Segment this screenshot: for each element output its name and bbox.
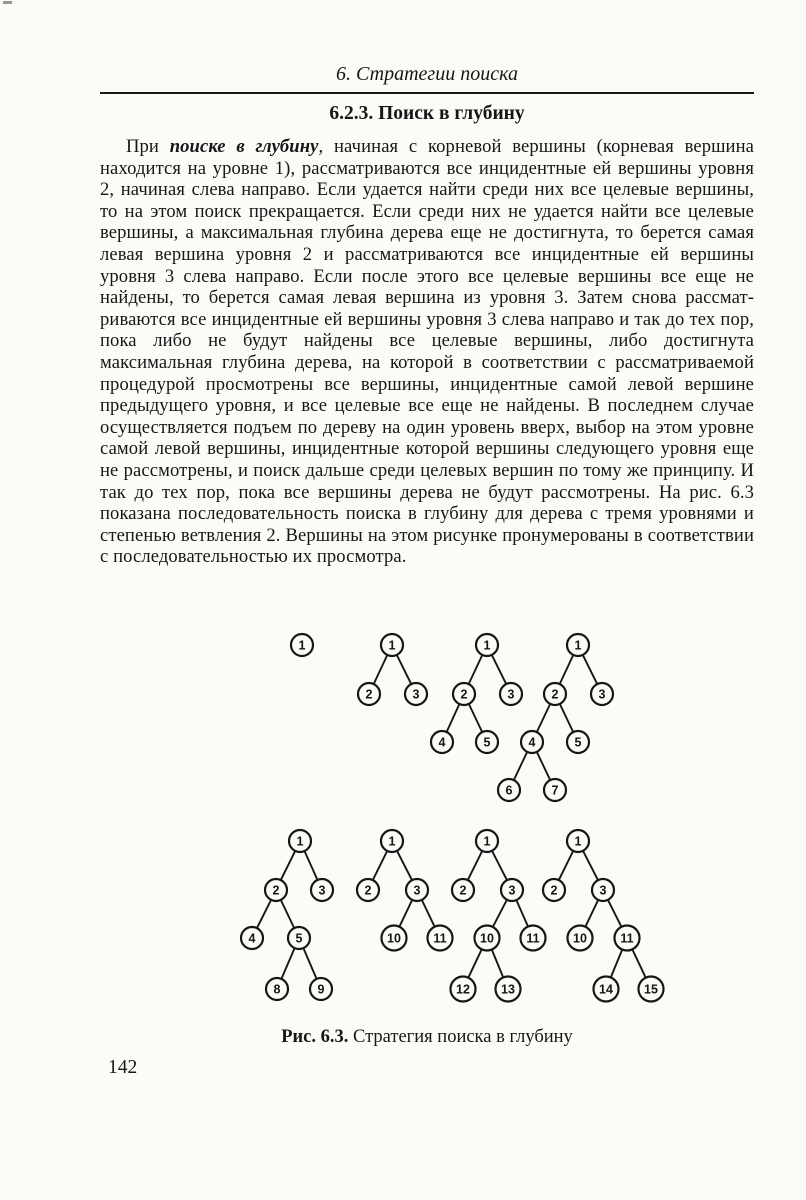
tree-node-label: 7 [551,783,559,798]
tree-node-label: 1 [298,638,306,653]
tree-node-label: 13 [501,982,515,997]
tree-node-label: 4 [528,735,536,750]
tree-edge [397,655,411,684]
tree-node-label: 5 [483,735,491,750]
tree-edge [516,900,528,926]
tree-node-label: 2 [459,883,467,898]
tree-node-label: 1 [574,834,582,849]
tree-node-label: 3 [412,687,420,702]
tree-edge [585,900,598,927]
tree-node-label: 2 [550,883,558,898]
tree-node-label: 10 [573,931,587,946]
tree-edge [514,752,527,780]
tree-step-2 [358,634,427,705]
tree-node-label: 2 [365,687,373,702]
tree-edge [399,900,412,927]
tree-node-label: 15 [644,982,658,997]
tree-node-label: 3 [318,883,326,898]
tree-node-label: 1 [388,638,396,653]
figure-caption-text: Стратегия поиска в глубину [348,1027,573,1047]
tree-edge [468,851,482,880]
tree-edge [397,851,412,880]
tree-edge [537,752,550,780]
tree-edge [492,851,507,880]
figure-caption-label: Рис. 6.3. [281,1027,349,1047]
tree-edge [537,704,550,732]
paragraph-rest: , начиная с корневой вершины (корневая вершина находится на уровне 1), рассматриваются все инцидентные ей вершины уровня 2, начиная слева направо. Если удается найти среди них все целевые вершины, то на этом поиск прекращается. Если среди них не удается найти все целевые вершины, а максимальная глубина дерева еще не достигнута, то берется самая левая вершина уровня 2 и рассматриваются все инцидентные ей вершины уровня 3 слева направо. Если после этого все целевые вершины все еще не найдены, то берется самая левая вершина из уровня 3. Затем снова рассмат-риваются все инцидентные ей вершины уровня 3 слева направо и так до тех пор, пока либо не будут найдены все целевые вершины, либо достигнута максимальная глубина дерева, на которой в соответствии с рассматриваемой процедурой просмотрены все вершины, инцидентные самой левой вершине предыдущего уровня, и все целевые все еще не найдены. В последнем случае осуществляется подъем по дереву на один уровень вверх, выбор на этом уровне самой левой вершины, инцидентные которой вершины следующего уровня еще не рассмотрены, и поиск дальше среди целевых вершин по тому же принципу. И так до тех пор, пока все вершины дерева не будут рассмотрены. На рис. 6.3 показана последовательность поиска в глубину для дерева с тремя уровнями и степенью ветвления 2. Вершины на этом рисунке пронумерованы в соответствии с последовательностью их просмотра. [100,136,755,568]
running-head: 6. Стратегии поиска [336,63,518,85]
tree-node-label: 1 [296,834,304,849]
tree-step-1 [291,634,313,656]
tree-node-label: 6 [505,783,513,798]
tree-node-label: 1 [483,638,491,653]
tree-step-5 [241,830,333,1000]
tree-edge [559,851,573,880]
tree-edge [305,851,318,880]
tree-step-7 [451,830,546,1002]
tree-node-label: 3 [599,883,607,898]
tree-node-label: 5 [295,931,303,946]
tree-node-label: 3 [508,883,516,898]
tree-node-label: 1 [388,834,396,849]
tree-step-8 [543,830,664,1002]
tree-edge [560,704,573,732]
paragraph-lead: При [126,136,170,157]
tree-edge [469,655,483,684]
tree-edge [608,900,622,927]
tree-node-label: 11 [620,931,634,946]
tree-node-label: 10 [387,931,401,946]
tree-node-label: 3 [413,883,421,898]
tree-edge [493,900,507,927]
tree-edge [422,900,435,927]
figure-caption [100,1026,754,1048]
tree-node-label: 12 [456,982,470,997]
tree-edge [611,950,622,978]
tree-node-label: 8 [273,982,281,997]
tree-node-label: 3 [507,687,515,702]
tree-edge [492,950,503,978]
tree-edge [560,655,574,684]
tree-node-label: 11 [433,931,447,946]
tree-edge [373,851,387,880]
tree-node-label: 9 [317,982,325,997]
tree-edge [469,704,482,732]
tree-edge [632,949,645,977]
tree-node-label: 3 [598,687,606,702]
tree-edge [257,900,271,928]
paragraph-emphasis: поиске в глубину [169,136,319,157]
tree-edge [583,655,597,684]
tree-node-label: 4 [248,931,256,946]
tree-step-4 [498,634,613,801]
tree-node-label: 1 [574,638,582,653]
section-title: 6.2.3. Поиск в глубину [329,103,525,124]
tree-node-label: 10 [480,931,494,946]
tree-edge [492,655,506,684]
tree-step-3 [431,634,522,753]
tree-node-label: 2 [460,687,468,702]
tree-node-label: 2 [364,883,372,898]
tree-node-label: 5 [574,735,582,750]
tree-edge [281,948,294,979]
tree-node-label: 1 [483,834,491,849]
tree-node-label: 2 [551,687,559,702]
tree-edge [583,851,598,880]
tree-node-label: 14 [599,982,613,997]
tree-edge [281,900,294,928]
tree-edge [447,704,460,732]
tree-step-6 [357,830,453,951]
tree-edge [374,655,388,684]
tree-node-label: 11 [526,931,540,946]
page-number: 142 [108,1057,138,1078]
tree-node-label: 2 [272,883,280,898]
tree-edge [303,948,316,979]
tree-edge [468,949,481,977]
tree-edge [281,851,295,880]
tree-node-label: 4 [438,735,446,750]
